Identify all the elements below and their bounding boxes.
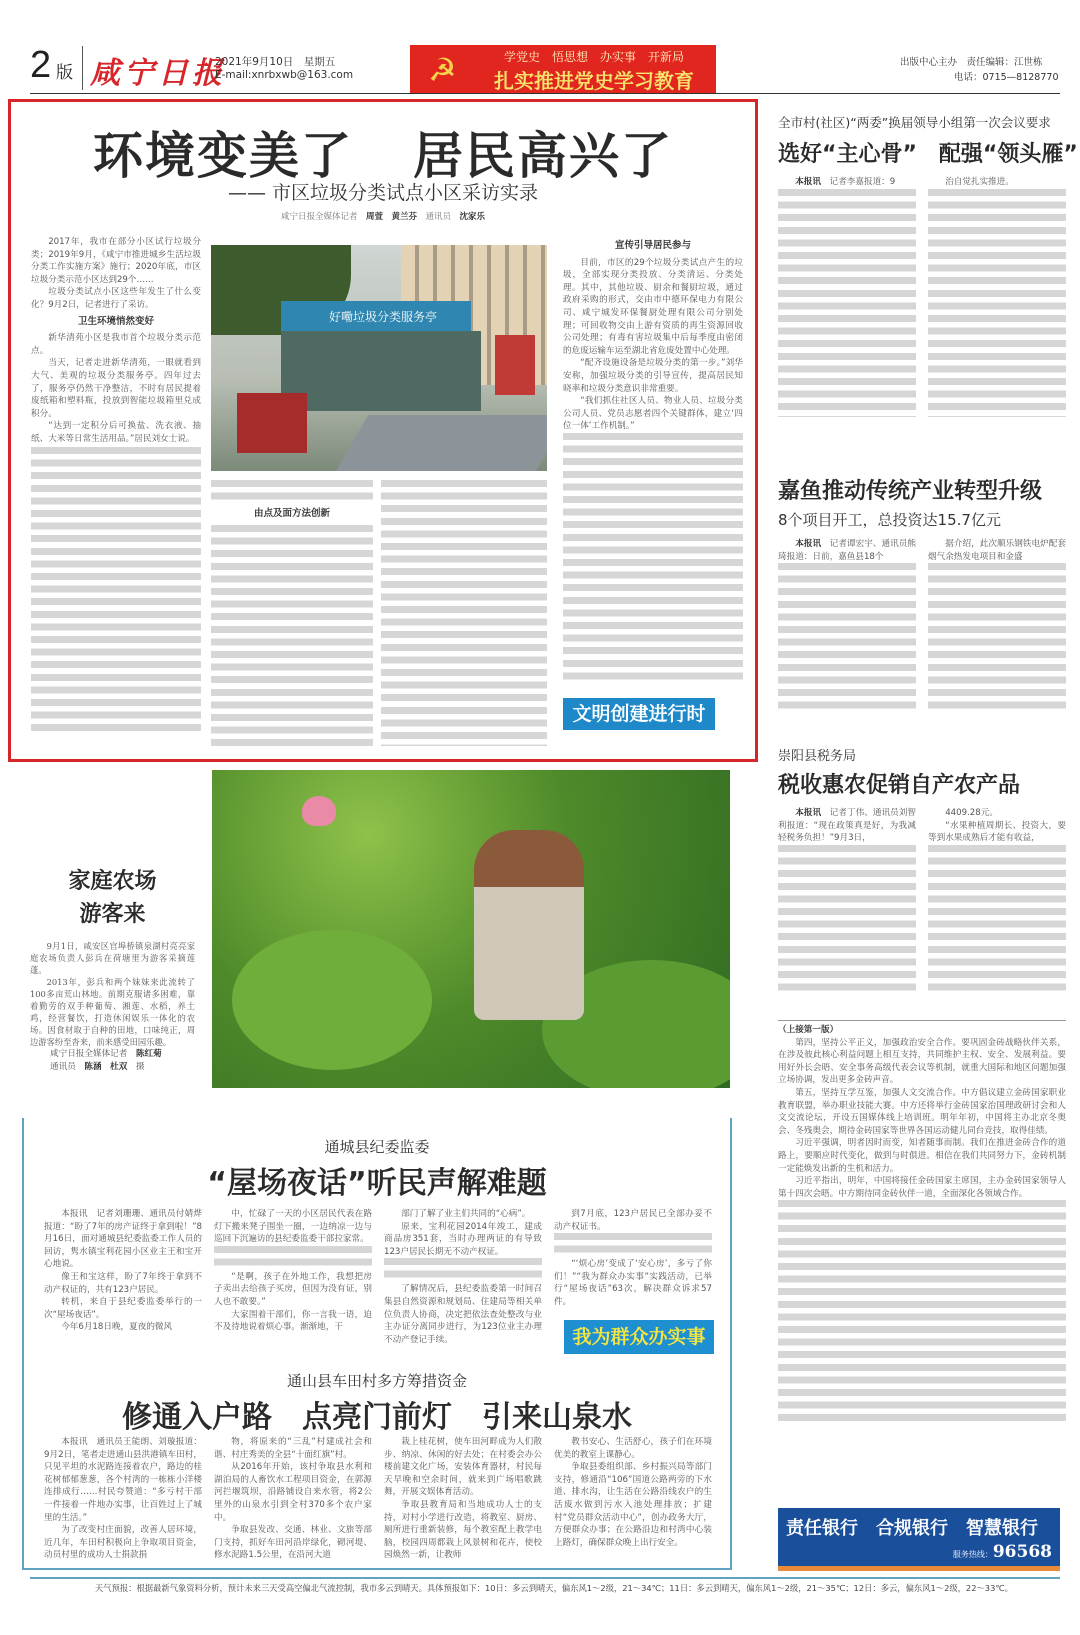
road (334, 415, 547, 471)
paragraph: 从2016年开始，该村争取县水利和湖泊局的人畜饮水工程项目资金，在郭源河拦堰筑坝，沿路铺设自来水管，将2公里外的山泉水引到全村370多个农户家中。 (214, 1462, 372, 1523)
phone: 电话：0715—8128770 (954, 72, 1059, 83)
tongshan-headline: 修通入户路 点亮门前灯 引来山泉水 (122, 1400, 632, 1435)
banner-main-text: 扎实推进党史学习教育 (494, 69, 694, 93)
paragraph: 为了改变村庄面貌，改善人居环境，近几年，车田村积极向上争取项目资金，动员村里的成功人士捐款捐 (44, 1525, 202, 1561)
column-tag-civilization: 文明创建进行时 (563, 698, 715, 730)
paragraph: “‘烦心房’变成了‘安心房’，多亏了你们！”“我为群众办实事”实践活动，已举行“屋场夜话”63次，解决群众诉求57件。 (554, 1259, 712, 1307)
stringer: 沈家乐 (459, 212, 486, 222)
headline: 选好“主心骨” 配强“领头雁” (778, 142, 1078, 167)
headline-part-b: 居民高兴了 (413, 127, 673, 185)
paper-logo: 咸宁日报 (90, 56, 226, 91)
paragraph: 2013年，彭兵和两个妹妹来此流转了100多亩荒山林地。前期克服诸多困难，靠着勤劳的双手种葡萄、湘莲、水稻，养土鸡，经营餐饮，打造休闲娱乐一体化的农场。因食材取于自种的田地，口味纯正，周边游客纷至沓来，前来感受田园乐趣。 (30, 977, 195, 1047)
column (214, 1208, 372, 1346)
article-body (778, 538, 1066, 713)
credit-name: 陈红菊 (135, 1049, 162, 1059)
party-history-banner (410, 45, 716, 93)
lead-article (8, 99, 758, 762)
farm-story (30, 864, 195, 1073)
ad-hotline (953, 1542, 1052, 1562)
column (778, 807, 916, 995)
column (214, 1436, 372, 1562)
red-notice-board (495, 335, 535, 395)
paragraph: “配齐设施设备是垃圾分类的第一步。”刘华安称，加强垃圾分类的引导宣传，提高居民知晓率和垃圾分类意识非常重要。 (563, 358, 743, 394)
paragraph: “达到一定积分后可换盐、洗衣液、抽纸、大米等日常生活用品。”居民刘女士说。 (31, 421, 201, 444)
right-article-3 (778, 745, 1066, 995)
body-text-block (384, 1258, 542, 1283)
kicker: 崇阳县税务局 (778, 749, 857, 764)
station-sign (281, 301, 471, 331)
lead-text: 记者谭宏宇、通讯员熊琦报道：日前，嘉鱼县18个 (778, 539, 916, 562)
credit-name: 陈涵 杜双 (84, 1061, 128, 1072)
column (778, 176, 916, 417)
credit-suffix: 摄 (127, 1061, 145, 1072)
lead-label: 本报讯 (795, 177, 821, 187)
section-heading: 由点及面方法创新 (253, 508, 330, 519)
body-text-block (928, 189, 1066, 417)
email: E-mail:xnrbxwb@163.com (215, 69, 354, 81)
column (928, 807, 1066, 995)
kicker: 全市村(社区)“两委”换届领导小组第一次会议要求 (778, 115, 1051, 130)
lead-label: 本报讯 (795, 808, 822, 818)
body-text-block (778, 1200, 1066, 1426)
body-text-block (214, 1246, 372, 1271)
paragraph: 栽上桂花树，使车田河畔成为人们散步、纳凉、休闲的好去处；在村委会办公楼前建文化广场，安装体育器材，村民每天早晚和空余时间，就来到广场唱歌跳舞，开展文娱体育活动。 (384, 1437, 542, 1498)
tongcheng-headline: “屋场夜话”听民声解难题 (207, 1166, 547, 1201)
paragraph: 原来，宝利花园2014年竣工，建成商品房351套，当时办理两证的有导致123户居民长期无不动产权证。 (384, 1221, 542, 1257)
body-text-block (928, 845, 1066, 995)
paragraph: 治自觉扎实推进。 (945, 177, 1014, 187)
subhead: 8个项目开工，总投资达15.7亿元 (778, 511, 1001, 529)
column (44, 1436, 202, 1562)
tongshan-body (44, 1436, 714, 1562)
paragraph: 本报讯 通讯员王能朗、刘璇报道：9月2日，笔者走进通山县洪港镇车田村，只见平坦的水泥路连接着农户，路边的桂花树郁郁葱葱，各个村湾的一栋栋小洋楼连排成行……村民夸赞道：“多亏村干部一件接着一件地办实事，让百姓过上了城里的生活。” (44, 1437, 202, 1523)
hotline-number: 96568 (992, 1542, 1052, 1562)
page-suffix: 版 (56, 63, 73, 83)
section-heading: 宣传引导居民参与 (614, 240, 691, 251)
right-divider (778, 1020, 1066, 1021)
paragraph: 垃圾分类试点小区这些年发生了什么变化？9月2日，记者进行了采访。 (31, 287, 201, 310)
continued-article (778, 1024, 1066, 1426)
column (928, 176, 1066, 417)
paragraph: 2017年，我市在部分小区试行垃圾分类；2019年9月，《咸宁市推进城乡生活垃圾分类工作实施方案》施行；2020年底，市区垃圾分类示范小区达到29个…… (31, 237, 201, 285)
station-kiosk (281, 331, 481, 411)
column (928, 538, 1066, 713)
paragraph: 本报讯 记者刘珊珊、通讯员付婧烨报道：“盼了7年的房产证终于拿到啦！”8月16日，面对通城县纪委监委工作人员的回访，隽水镇宝利花园小区业主王和宝开心地说。 (44, 1209, 202, 1270)
farmer (474, 830, 584, 1020)
divider (82, 46, 83, 90)
byline-label: 咸宁日报全媒体记者 (280, 212, 358, 222)
paragraph: 9月1日，咸安区官埠桥镇泉湖村亮亮家庭农场负责人彭兵在荷塘里为游客采摘莲蓬。 (30, 941, 195, 975)
body-text-block (778, 563, 916, 713)
lotus-flower (302, 796, 336, 826)
right-article-2 (778, 474, 1066, 713)
lotus-leaf (232, 930, 432, 1070)
column (384, 1436, 542, 1562)
paragraph: 今年6月18日晚，夏夜的微风 (61, 1322, 173, 1333)
paragraph: 据介绍，此次顺乐钢铁电炉配套烟气余热发电项目和金盛 (928, 539, 1066, 562)
credit-label: 通讯员 (50, 1061, 85, 1072)
headline: 税收惠农促销自产农产品 (778, 773, 1021, 798)
paragraph: 物，将原来的“三乱”村建成社会和谐、村庄秀美的全县“十面红旗”村。 (214, 1437, 372, 1460)
issue-date: 2021年9月10日 星期五 (215, 56, 336, 68)
body-text-block (778, 845, 916, 995)
paragraph: “是啊，孩子在外地工作，我想把房子卖出去给孩子买房，但因为没有证，别人也不敢要。” (214, 1271, 372, 1307)
body-text-block (563, 433, 743, 683)
paragraph: 4409.28元。 (945, 808, 998, 818)
lead-subhead: —— 市区垃圾分类试点小区采访实录 (227, 182, 539, 204)
hammer-sickle-icon: ☭ (428, 51, 457, 89)
banner-top-text: 学党史 悟思想 办实事 开新局 (504, 50, 685, 64)
paragraph: 争取县发改、交通、林业、文旅等部门支持，抓好车田河沿岸绿化，砌河堤、修水泥路1.5公里，在沿河大道 (214, 1525, 372, 1561)
headline-part-a: 环境变美了 (93, 127, 353, 185)
weather-forecast: 天气预报：根据最新气象资料分析，预计未来三天受高空偏北气流控制，我市多云到晴天。具体预报如下：10日：多云到晴天，偏东风1～2级，21～34℃；11日：多云到晴天，偏东风1～2级，21～35℃；12日：多云，偏东风1～2级，22～33℃。 (95, 1583, 1013, 1593)
paragraph: 教书安心、生活舒心，孩子们在环境优美的教室上课静心。 (554, 1437, 712, 1460)
lower-news-box (22, 1118, 732, 1570)
paragraph: 像王和宝这样，盼了7年终于拿到不动产权证的，共有123户居民。 (44, 1271, 202, 1295)
paragraph: 部门了解了业主们共同的“心病”。 (401, 1209, 531, 1219)
lead-byline (11, 210, 755, 222)
continued-label: （上接第一版） (778, 1025, 839, 1035)
lead-text: 记者丁伟、通讯员刘智利报道：“现在政策真是好，为我减轻税务负担！”9月3日， (778, 808, 916, 844)
farm-headline-2: 游客来 (79, 902, 146, 927)
publisher-info: 出版中心主办 责任编辑：江世栋 (900, 57, 1043, 68)
paragraph: 目前，市区的29个垃圾分类试点产生的垃圾，全部实现分类投放、分类清运、分类处理。其中，其他垃圾、厨余和餐厨垃圾，通过政府采购的形式，交由市中德环保电力有限公司、咸宁城发环保餐厨处理有限公司分别处理；可回收物交由上游有资质的再生资源回收公司处理；有毒有害垃圾集中后每季度由密闭的危废运输车运至湖北省危废处置中心处理。 (563, 257, 743, 356)
body-text-block (211, 480, 373, 504)
lead-column-4 (563, 236, 743, 683)
paragraph: 第四，坚持公平正义，加强政治安全合作。要巩固金砖战略伙伴关系，在涉及彼此核心利益问题上相互支持，共同维护主权、安全、发展利益。要用好外长会晤、安全事务高级代表会议等机制，就重大国际和地区问题加强立场协调，发出更多金砖声音。 (778, 1037, 1066, 1086)
lead-column-3 (381, 480, 547, 746)
hotline-label: 服务热线： (952, 1550, 993, 1559)
lotus-photo (212, 770, 730, 1088)
page-number: 2 (30, 44, 52, 86)
ad-slogan: 责任银行 合规银行 智慧银行 (786, 1518, 1038, 1539)
credit-label: 咸宁日报全媒体记者 (50, 1049, 136, 1059)
tongcheng-kicker: 通城县纪委监委 (324, 1138, 430, 1156)
body-text-block (778, 189, 916, 417)
farm-body (30, 940, 195, 1048)
paragraph: 争取县教育局和当地成功人士的支持，对村小学进行改造，将教室、厨房、厕所进行重新装修，每个教室配上教学电脑，校园四周都栽上风景树和花卉，使校园焕然一新，让教师 (384, 1499, 542, 1561)
paragraph: 当天，记者走进新华清苑，一眼就看到大气、美观的垃圾分类服务亭。四年过去了，服务亭仍然干净整洁，不时有居民提着废纸箱和塑料瓶，投放到智能垃圾箱里兑成积分。 (31, 358, 201, 419)
lead-column-1 (31, 236, 201, 737)
paragraph: 第五，坚持互学互鉴，加强人文交流合作。中方倡议建立金砖国家职业教育联盟，举办职业技能大赛。中方还将举行金砖国家治国理政研讨会和人文交流论坛，开设五国媒体线上培训班。明年年初，中国将主办北京冬奥会、冬残奥会，期待金砖国家等世界各国运动健儿同台竞技，取得佳绩。 (778, 1087, 1066, 1136)
tongshan-kicker: 通山县车田村多方筹措资金 (286, 1372, 467, 1390)
station-sign-text: 好嘞垃圾分类服务亭 (329, 310, 438, 324)
stringer-label: 通讯员 (425, 212, 452, 222)
farm-headline-1: 家庭农场 (68, 869, 157, 894)
bank-ad (778, 1508, 1060, 1571)
paragraph: 中，忙碌了一天的小区居民代表在路灯下搬来凳子围坐一圈，一边纳凉一边与巡回下沉遍访的县纪委监委干部拉家常。 (214, 1209, 372, 1245)
column (778, 538, 916, 713)
paragraph: 大家围着干部们，你一言我一语，迫不及待地说着烦心事。渐渐地，干 (214, 1309, 372, 1333)
section-heading: 卫生环境悄然变好 (77, 315, 154, 327)
masthead (0, 40, 1080, 98)
photo-credit (30, 1048, 195, 1073)
paragraph: 习近平指出，明年，中国将接任金砖国家主席国，主办金砖国家领导人第十四次会晤。中方期待同金砖伙伴一道，全面深化各领域合作。 (778, 1176, 1066, 1199)
article-body (778, 807, 1066, 995)
footer-rule (30, 1577, 1060, 1579)
lead-label: 本报讯 (795, 539, 822, 549)
paragraph: 习近平强调，明者因时而变，知者随事而制。我们在推进金砖合作的道路上，要顺应时代变化，做到与时俱进。相信在我们共同努力下，金砖机制一定能焕发出新的生机和活力。 (778, 1138, 1066, 1174)
column-tag-serve-people: 我为群众办实事 (564, 1320, 714, 1354)
paragraph: 转机，来自于县纪委监委举行的一次“屋场夜话”。 (44, 1297, 202, 1320)
body-text-block (31, 447, 201, 737)
masthead-rule (30, 93, 1060, 94)
body-text-block (554, 1233, 712, 1258)
paragraph: 到7月底，123户居民已全部办妥不动产权证书。 (554, 1209, 712, 1232)
lead-text: 记者李嘉报道：9 (829, 177, 896, 187)
column (384, 1208, 542, 1346)
right-article-1 (778, 113, 1078, 417)
article-body (778, 176, 1066, 417)
red-tricycle (237, 393, 307, 453)
body-text-block (211, 525, 373, 751)
body-text-block (928, 563, 1066, 713)
headline: 嘉鱼推动传统产业转型升级 (778, 479, 1043, 504)
column (554, 1436, 712, 1562)
paragraph: “我们抓住社区人员、物业人员、垃圾分类公司人员、党员志愿者四个关键群体，建立‘四位一体’工作机制。” (563, 396, 743, 432)
paragraph: 新华清苑小区是我市首个垃圾分类示范点。 (31, 333, 201, 356)
paragraph: 争取县委组织部、乡村振兴局等部门支持，修通沿“106”国道公路两旁的下水道、排水沟，让生活在公路沿线农户的生活废水做到污水入池处理排放；扩建村“党员群众活动中心”，创办政务大厅，方便群众办事；在公路沿边和村湾中心装上路灯，确保群众晚上出行安全。 (554, 1462, 712, 1548)
paragraph: 了解情况后，县纪委监委第一时间召集县自然资源和规划局、住建局等相关单位负责人协商，决定把依法查处整改与业主办证分离同步进行，为123位业主办理不动产登记手续。 (384, 1284, 542, 1345)
garbage-station-photo (211, 245, 547, 471)
column (44, 1208, 202, 1346)
paragraph: “水果种植周期长、投资大，要等到水果成熟后才能有收益， (928, 820, 1066, 844)
lead-column-2 (211, 480, 373, 751)
reporters: 周萱 黄兰芬 (365, 212, 417, 222)
